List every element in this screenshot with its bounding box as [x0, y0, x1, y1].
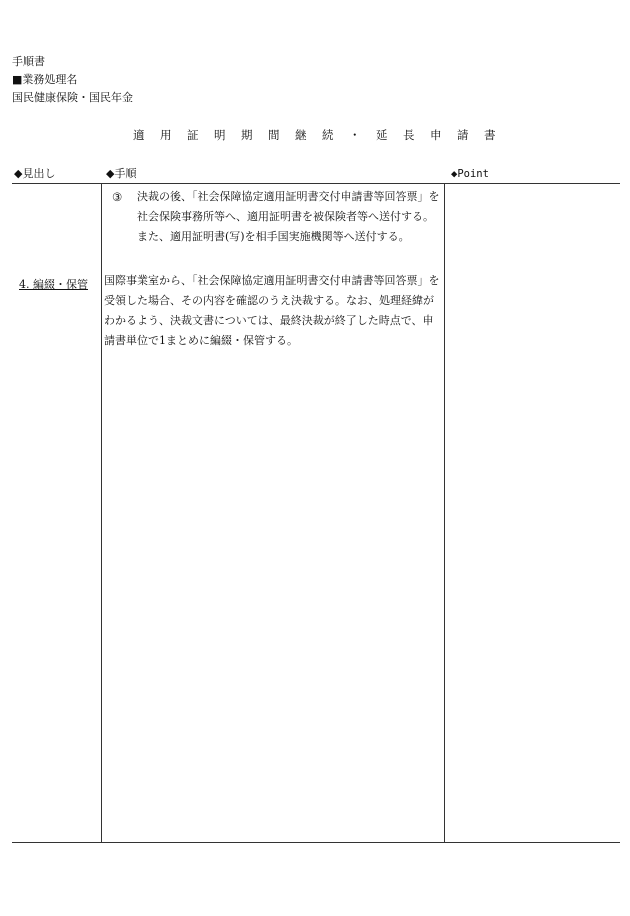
- document-type: 手順書: [12, 55, 45, 68]
- step-text: 決裁の後、「社会保障協定適用証明書交付申請書等回答票」を社会保険事務所等へ、適用証明書を被保険者等へ送付する。また、適用証明書(写)を相手国実施機関等へ送付する。: [137, 190, 440, 243]
- column-procedure-label: ◆手順: [106, 167, 137, 180]
- business-process-label: ■業務処理名: [12, 73, 78, 86]
- document-title: 適用証明期間継続・延長申請書: [133, 128, 511, 142]
- step-number: ③: [112, 190, 123, 204]
- table-bottom-border: [12, 842, 620, 843]
- business-process-name: 国民健康保険・国民年金: [12, 91, 133, 104]
- column-point-label: ◆Point: [451, 168, 489, 180]
- column-heading-label: ◆見出し: [14, 167, 56, 180]
- procedure-paragraph: 国際事業室から、「社会保障協定適用証明書交付申請書等回答票」を受領した場合、その内容を確認のうえ決裁する。なお、処理経緯がわかるよう、決裁文書については、最終決裁が終了した時点で、申請書単位で1まとめに編綴・保管する。: [104, 274, 440, 347]
- table-top-border: [12, 183, 620, 184]
- section-heading: 4. 編綴・保管: [19, 278, 88, 291]
- column-divider-2: [444, 183, 445, 842]
- column-divider-1: [101, 183, 102, 842]
